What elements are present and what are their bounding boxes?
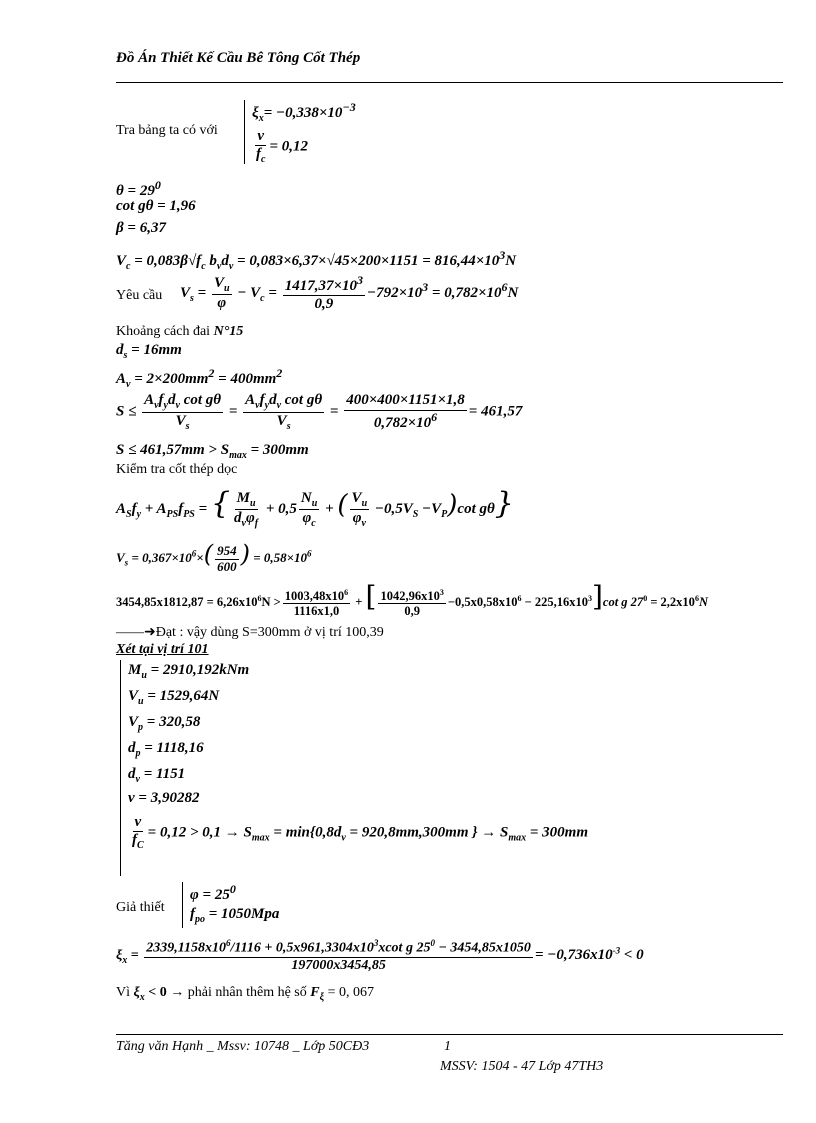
brace-system-1 [244,100,245,164]
eq-vu: $V_u = 1529,64N$ [128,688,220,707]
eq-cotg: cot gθ = 1,96 [116,198,196,214]
eq-long-check: $3454,85x1812,87 = 6,26x10^6N$ > $\frac{1003,48x10^6}{1116x1,0}$ + [ $\frac{1042,96x10^3}{0,9}$ $-0,5x0,58x10^6 - 225,16x10^3]\cot$ g $27^0 = 2,2x10^6N$ [116,580,708,619]
eq-vp: $V_p = 320,58$ [128,714,201,733]
text-tra-bang: Tra bảng ta có với [116,123,218,138]
eq-s-ineq: S ≤ $\frac{A_vf_yd_v \cot g\theta}{V_s}$ = $\frac{A_vf_yd_v \cot g\theta}{V_s}$ = $\frac{400\times 400\times 1151\times 1,8}{0,782\times 10^6}$ = 461,57 [116,392,523,432]
footer-rule [116,1034,783,1035]
text-kiem-tra: Kiểm tra cốt thép dọc [116,462,238,477]
text-vi: Vì $\xi_x < 0$ → phải nhân thêm hệ số $F_\xi = 0$, 067 [116,985,375,1003]
footer-page-number: 1 [444,1039,451,1054]
header-rule [116,82,783,83]
brace-system-3 [182,882,183,928]
text-gia-thiet: Giả thiết [116,900,165,915]
eq-ratio: $\frac{v}{f_C}$ = $0,12 > 0,1 \to S_{max} = \min\{0,8d_v = 920,8mm,300mm$ } → $S_{max} = 300mm$ [132,814,589,852]
eq-s-le: $S \le 461,57mm > S_{max} = 300mm$ [116,442,309,461]
eq-vs: $V_s$ = $\frac{V_u}{\varphi}$ − $V_c$ = $\frac{1417,37\times 10^3}{0,9}$ $-792\times 10^3 = 0,782\times 10^6N$ [180,273,519,313]
eq-vs-line: $V_s = 0,367\times 10^6\times$( $\frac{954}{600}$ ) = $0,58\times 10^6$ [116,540,312,574]
eq-v-over-fc: $\frac{v}{f_c}$ = 0,12 [256,128,309,166]
eq-fpo: $f_{po} = 1050Mpa$ [190,906,280,925]
footer-right: MSSV: 1504 - 47 Lớp 47TH3 [440,1059,604,1074]
text-yeu-cau: Yêu cầu [116,288,163,303]
brace-system-2 [120,660,121,876]
eq-phi: $\varphi = 25^0$ [190,882,236,903]
eq-beta: β = 6,37 [116,220,166,236]
eq-av: $A_v = 2\times 200mm^2 = 400mm^2$ [116,366,283,390]
eq-nu: v = 3,90282 [128,790,200,806]
page-header-title: Đồ Án Thiết Kế Cầu Bê Tông Cốt Thép [116,50,361,66]
section-title-101: Xét tại vị trí 101 [116,642,209,657]
eq-mu: $M_u = 2910,192kNm$ [128,662,250,681]
eq-theta: $\theta = 29^0$ [116,178,161,199]
eq-xi-x: $\xi_x= -0,338\times 10^{-3}$ [252,100,356,124]
eq-vc: $V_c = 0,083\beta√f_c$ $b_vd_v = 0,083\times 6,37\times√45\times 200\times 1151 = 816,44\times 10^3N$ [116,248,517,272]
eq-dv: $d_v = 1151$ [128,766,186,785]
eq-as-fy: $A_Sf_y + A_{PS}f_{PS}$ = { $\frac{M_u}{d_v\varphi_f}$ + 0,5 $\frac{N_u}{\varphi_c}$ + ( $\frac{V_u}{\varphi_v}$ $-0,5V_S -V_P)\cot$ gθ} [116,486,514,530]
footer-left: Tăng văn Hạnh _ Mssv: 10748 _ Lớp 50CĐ3 [116,1039,370,1054]
text-dat: ——➜Đạt : vậy dùng S=300mm ở vị trí 100,39 [116,625,384,640]
text-khoang-cach: Khoảng cách đai N°15 [116,324,244,339]
eq-xi2: $\xi_x$ = $2339,1158x10^6/1116 + 0,5x961,3304x10^3xcot$ g $25^0 - 3454,85x1050$ 197000x3454,85 = $-0,736x10^{-3} < 0$ [116,938,644,973]
eq-dp: $d_p = 1118,16$ [128,740,204,759]
eq-ds: $d_s = 16mm$ [116,342,182,361]
